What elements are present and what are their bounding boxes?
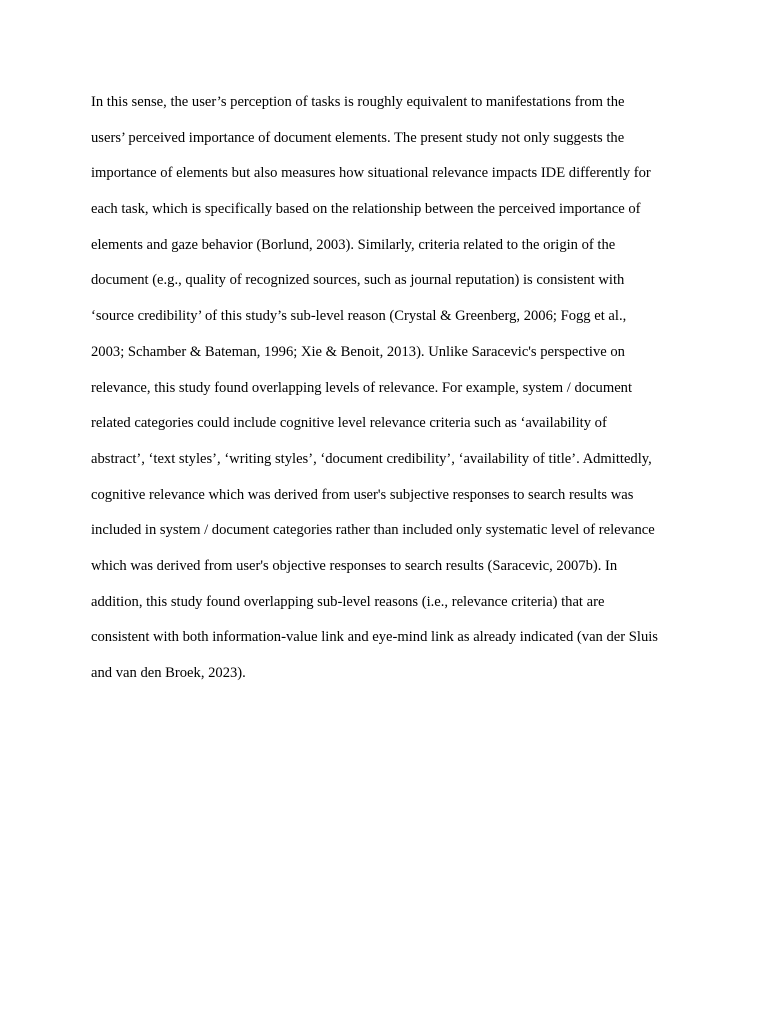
paragraph-line-1: In this sense, the user’s perception of tasks is roughly equivalent to manifestations from the: [91, 94, 625, 110]
paragraph-line-2: users’ perceived importance of document elements. The present study not only suggests the: [91, 129, 625, 146]
paragraph-line-5: elements and gaze behavior (Borlund, 2003). Similarly, criteria related to the origin of the: [91, 236, 616, 253]
paragraph-line-10: related categories could include cognitive level relevance criteria such as ‘availability of: [91, 415, 607, 432]
paragraph-line-9: relevance, this study found overlapping levels of relevance. For example, system / document: [91, 379, 633, 396]
paragraph-line-13: included in system / document categories rather than included only systematic level of relevance: [91, 522, 655, 539]
paragraph-line-4: each task, which is specifically based on the relationship between the perceived importance of: [91, 201, 641, 218]
paragraph-line-12: cognitive relevance which was derived from user's subjective responses to search results was: [91, 486, 634, 503]
paragraph-line-8: 2003; Schamber & Bateman, 1996; Xie & Benoit, 2013). Unlike Saracevic's perspective on: [91, 343, 625, 360]
paragraph-line-6: document (e.g., quality of recognized sources, such as journal reputation) is consistent with: [91, 272, 625, 289]
paragraph-line-16: consistent with both information-value link and eye-mind link as already indicated (van der Sluis: [91, 629, 658, 646]
paragraph-line-15: addition, this study found overlapping sub-level reasons (i.e., relevance criteria) that are: [91, 593, 605, 610]
paragraph-line-17: and van den Broek, 2023).: [91, 665, 246, 681]
body-paragraph: [91, 85, 691, 692]
paragraph-line-14: which was derived from user's objective responses to search results (Saracevic, 2007b). In: [91, 557, 618, 574]
paragraph-line-7: ‘source credibility’ of this study’s sub-level reason (Crystal & Greenberg, 2006; Fogg et al.,: [91, 308, 627, 325]
paragraph-line-11: abstract’, ‘text styles’, ‘writing styles’, ‘document credibility’, ‘availability of title’. Admittedly,: [91, 450, 652, 467]
paragraph-line-3: importance of elements but also measures how situational relevance impacts IDE differently for: [91, 165, 651, 182]
